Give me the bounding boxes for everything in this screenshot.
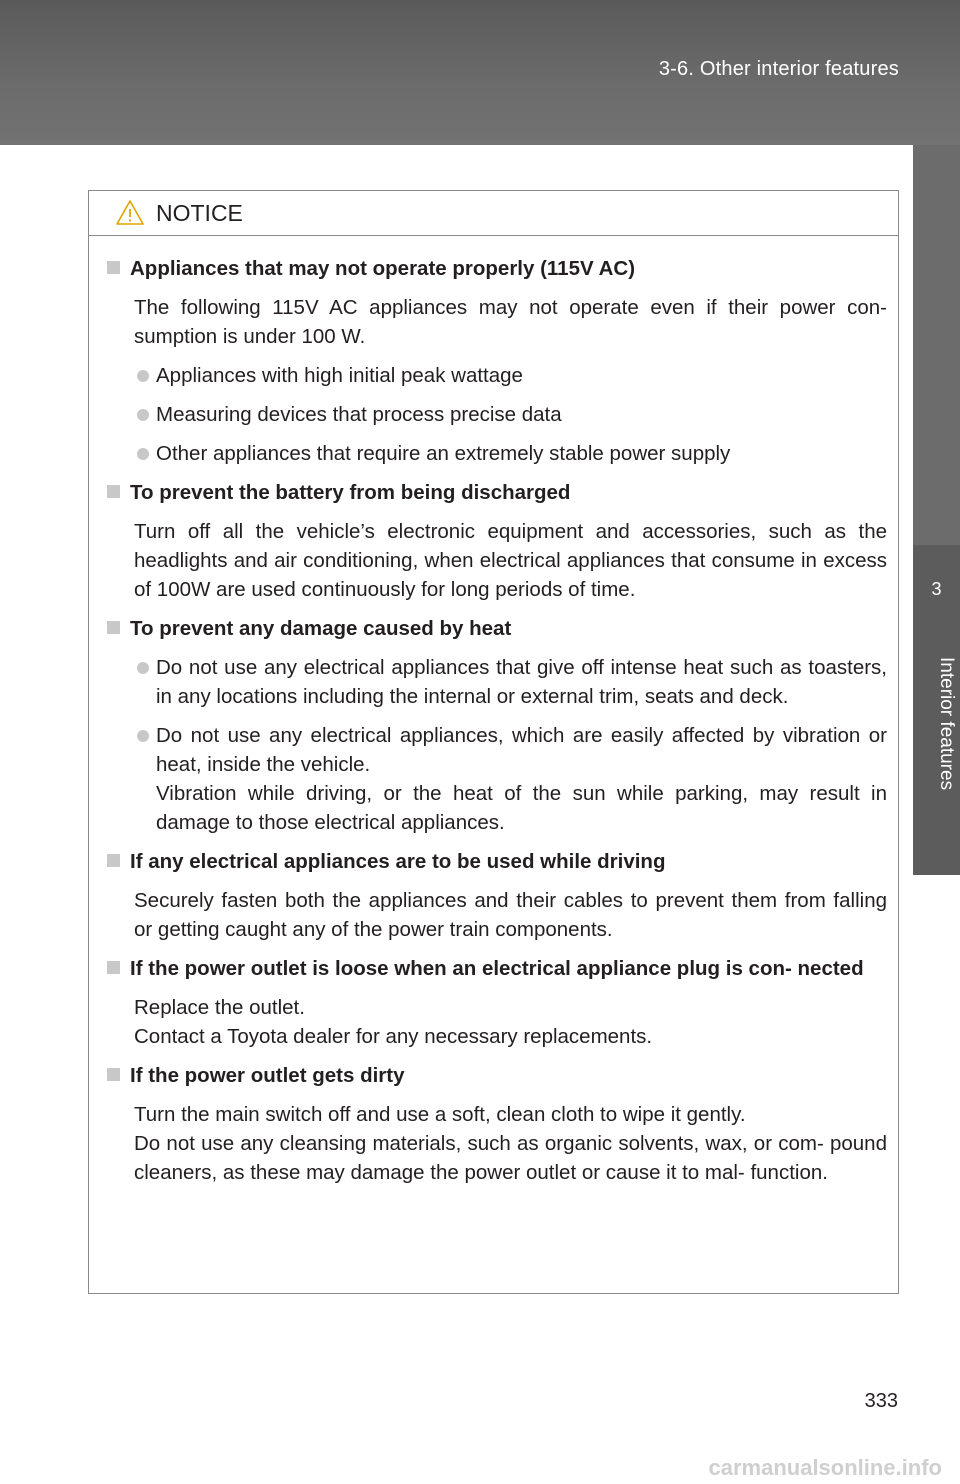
- square-bullet-icon: [107, 1068, 120, 1081]
- item-title: To prevent any damage caused by heat: [107, 614, 887, 643]
- item-title: If any electrical appliances are to be used while driving: [107, 847, 887, 876]
- side-tab-spacer: [913, 145, 960, 545]
- square-bullet-icon: [107, 854, 120, 867]
- circle-bullet-icon: [137, 662, 149, 674]
- bullet-item: Do not use any electrical appliances that give off intense heat such as toasters, in any locations including the internal or external trim, seats and deck.: [107, 653, 887, 711]
- notice-body: [89, 236, 898, 1187]
- item-title: To prevent the battery from being discharged: [107, 478, 887, 507]
- warning-triangle-icon: [115, 199, 145, 226]
- bullet-item: Do not use any electrical appliances, which are easily affected by vibration or heat, inside the vehicle. Vibration while driving, or the heat of the sun while parking, may result in damage to those electrical appliances.: [107, 721, 887, 837]
- notice-box: [88, 190, 899, 1294]
- bullet-item: Other appliances that require an extremely stable power supply: [107, 439, 887, 468]
- square-bullet-icon: [107, 261, 120, 274]
- notice-header: [89, 191, 898, 236]
- paragraph: Securely fasten both the appliances and their cables to prevent them from falling or getting caught any of the power train components.: [134, 889, 887, 941]
- notice-title: NOTICE: [156, 200, 243, 226]
- paragraph: Turn the main switch off and use a soft, clean cloth to wipe it gently. Do not use any cleansing materials, such as organic solvents, wax, or com- pound cleaners, as these may damage the power outlet or cause it to mal- function.: [134, 1103, 887, 1184]
- circle-bullet-icon: [137, 730, 149, 742]
- circle-bullet-icon: [137, 448, 149, 460]
- square-bullet-icon: [107, 961, 120, 974]
- header-band: [0, 0, 960, 145]
- section-reference: 3-6. Other interior features: [658, 58, 899, 80]
- paragraph: Replace the outlet. Contact a Toyota dealer for any necessary replacements.: [134, 996, 653, 1048]
- square-bullet-icon: [107, 621, 120, 634]
- watermark: carmanualsonline.info: [708, 1455, 942, 1480]
- bullet-item: Measuring devices that process precise data: [107, 400, 887, 429]
- paragraph: The following 115V AC appliances may not operate even if their power con- sumption is under 100 W.: [134, 296, 887, 348]
- circle-bullet-icon: [137, 370, 149, 382]
- square-bullet-icon: [107, 485, 120, 498]
- paragraph: Turn off all the vehicle’s electronic equipment and accessories, such as the headlights and air conditioning, when electrical appliances that consume in excess of 100W are used continuously for long periods of time.: [134, 520, 887, 601]
- chapter-label: Interior features: [936, 657, 957, 791]
- circle-bullet-icon: [137, 409, 149, 421]
- item-title: If the power outlet gets dirty: [107, 1061, 887, 1090]
- chapter-tab[interactable]: [913, 545, 960, 875]
- item-title: If the power outlet is loose when an electrical appliance plug is con- nected: [107, 954, 887, 983]
- item-title: Appliances that may not operate properly (115V AC): [107, 254, 887, 283]
- chapter-number: 3: [931, 579, 942, 599]
- bullet-item: Appliances with high initial peak wattage: [107, 361, 887, 390]
- page-number: 333: [864, 1390, 898, 1412]
